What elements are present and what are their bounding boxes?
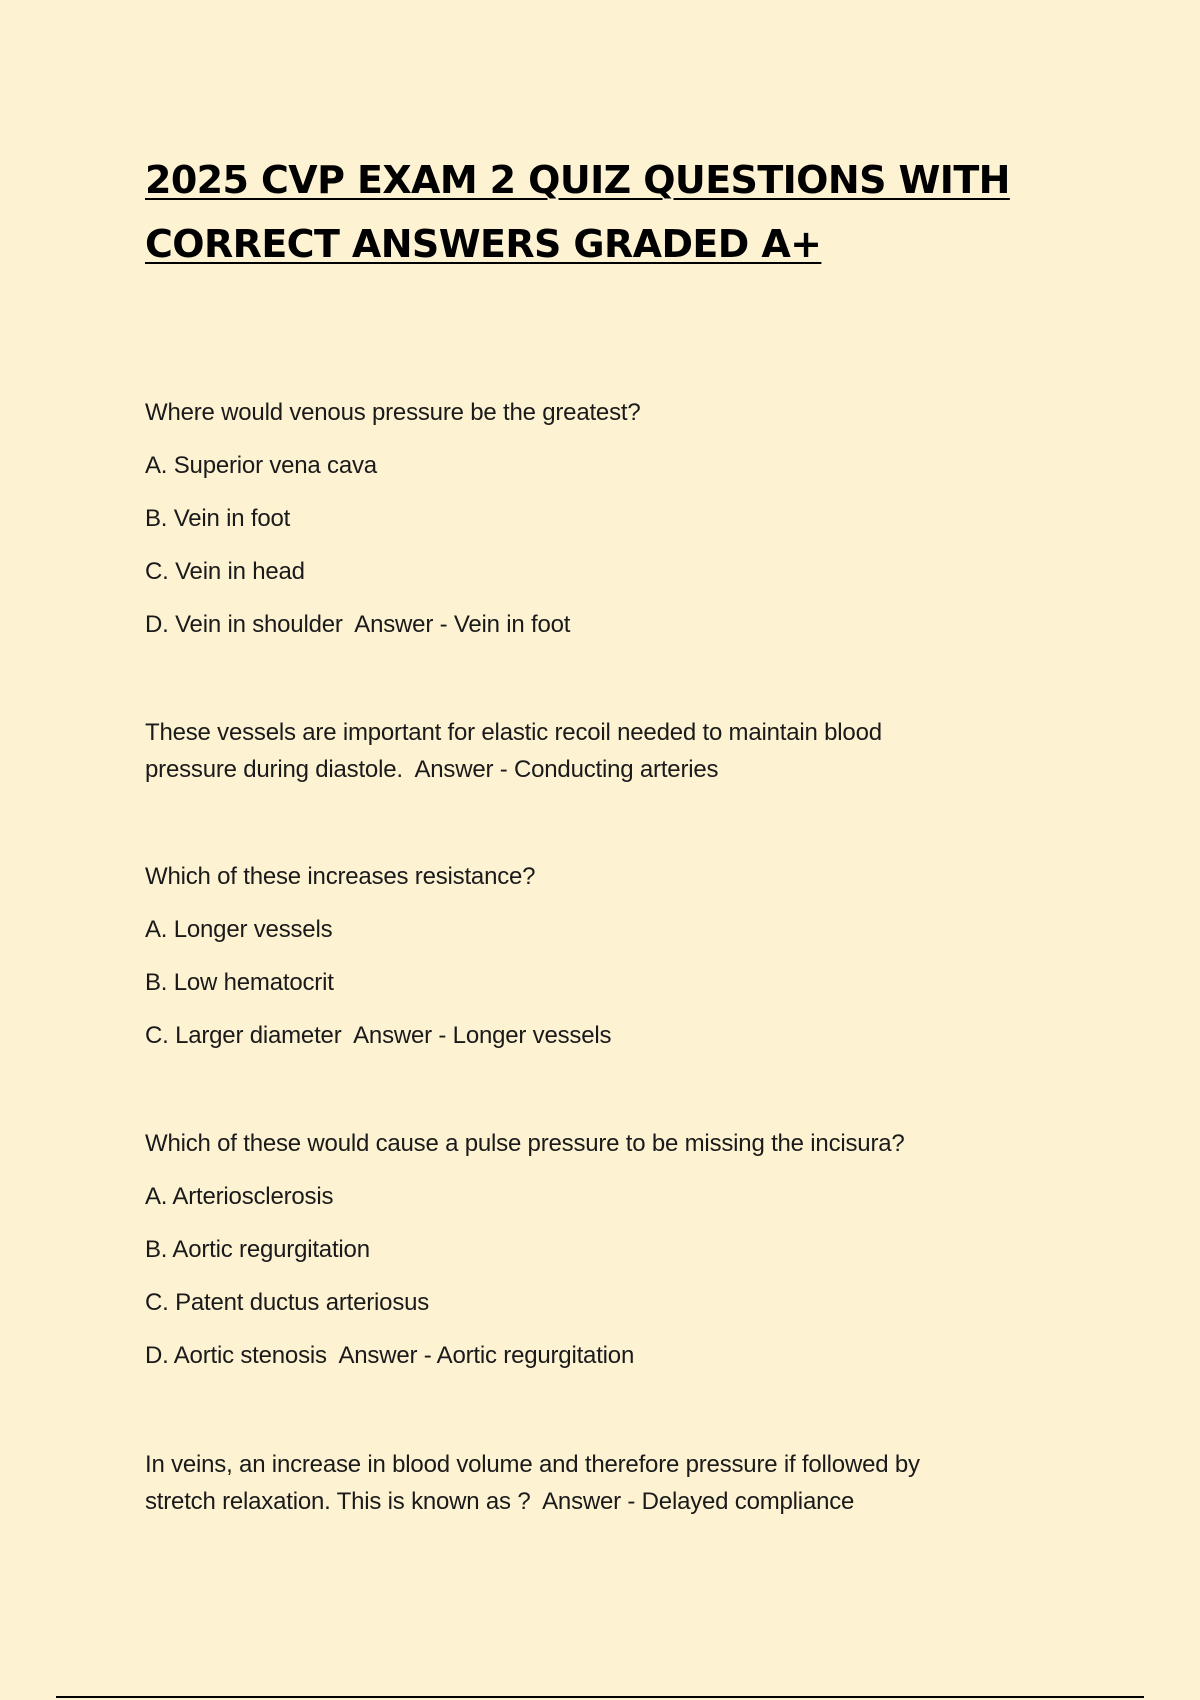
question-3-answer: Answer - Longer vessels — [353, 1022, 612, 1049]
question-5 — [145, 1446, 1025, 1520]
footer-divider — [56, 1696, 1144, 1698]
question-2 — [145, 714, 1025, 788]
question-5-prompt-line-2-row — [145, 1483, 1025, 1520]
question-4-prompt: Which of these would cause a pulse pressure to be missing the incisura? — [145, 1130, 905, 1157]
title-line-1: 2025 CVP EXAM 2 QUIZ QUESTIONS WITH — [145, 158, 1010, 202]
question-1-option-d-row — [145, 598, 1025, 651]
question-5-answer: Answer - Delayed compliance — [542, 1488, 855, 1515]
question-5-prompt-line-2: stretch relaxation. This is known as ? — [145, 1488, 531, 1515]
question-4-option-b: B. Aortic regurgitation — [145, 1236, 370, 1263]
question-1-answer: Answer - Vein in foot — [354, 611, 571, 638]
question-3 — [145, 850, 1025, 1062]
question-4-option-a: A. Arteriosclerosis — [145, 1183, 334, 1210]
question-3-prompt: Which of these increases resistance? — [145, 863, 536, 890]
question-4 — [145, 1117, 1025, 1382]
question-2-prompt-line-1: These vessels are important for elastic recoil needed to maintain blood — [145, 719, 882, 746]
document-title — [145, 148, 1025, 276]
question-3-option-a: A. Longer vessels — [145, 916, 333, 943]
question-1-option-c: C. Vein in head — [145, 558, 305, 585]
question-2-prompt-line-2: pressure during diastole. — [145, 756, 403, 783]
question-1 — [145, 386, 1025, 651]
question-4-option-d: D. Aortic stenosis — [145, 1342, 327, 1369]
question-3-option-c-row — [145, 1009, 1025, 1062]
question-2-answer: Answer - Conducting arteries — [414, 756, 719, 783]
question-3-option-b: B. Low hematocrit — [145, 969, 334, 996]
question-1-option-b: B. Vein in foot — [145, 505, 291, 532]
question-1-option-d: D. Vein in shoulder — [145, 611, 343, 638]
question-1-prompt: Where would venous pressure be the greatest? — [145, 399, 641, 426]
title-line-2: CORRECT ANSWERS GRADED A+ — [145, 222, 822, 266]
question-5-prompt-line-1: In veins, an increase in blood volume and therefore pressure if followed by — [145, 1451, 920, 1478]
question-4-answer: Answer - Aortic regurgitation — [338, 1342, 635, 1369]
question-3-option-c: C. Larger diameter — [145, 1022, 342, 1049]
question-2-prompt-line-2-row — [145, 751, 1025, 788]
question-4-option-c: C. Patent ductus arteriosus — [145, 1289, 430, 1316]
question-4-option-d-row — [145, 1329, 1025, 1382]
question-1-option-a: A. Superior vena cava — [145, 452, 377, 479]
